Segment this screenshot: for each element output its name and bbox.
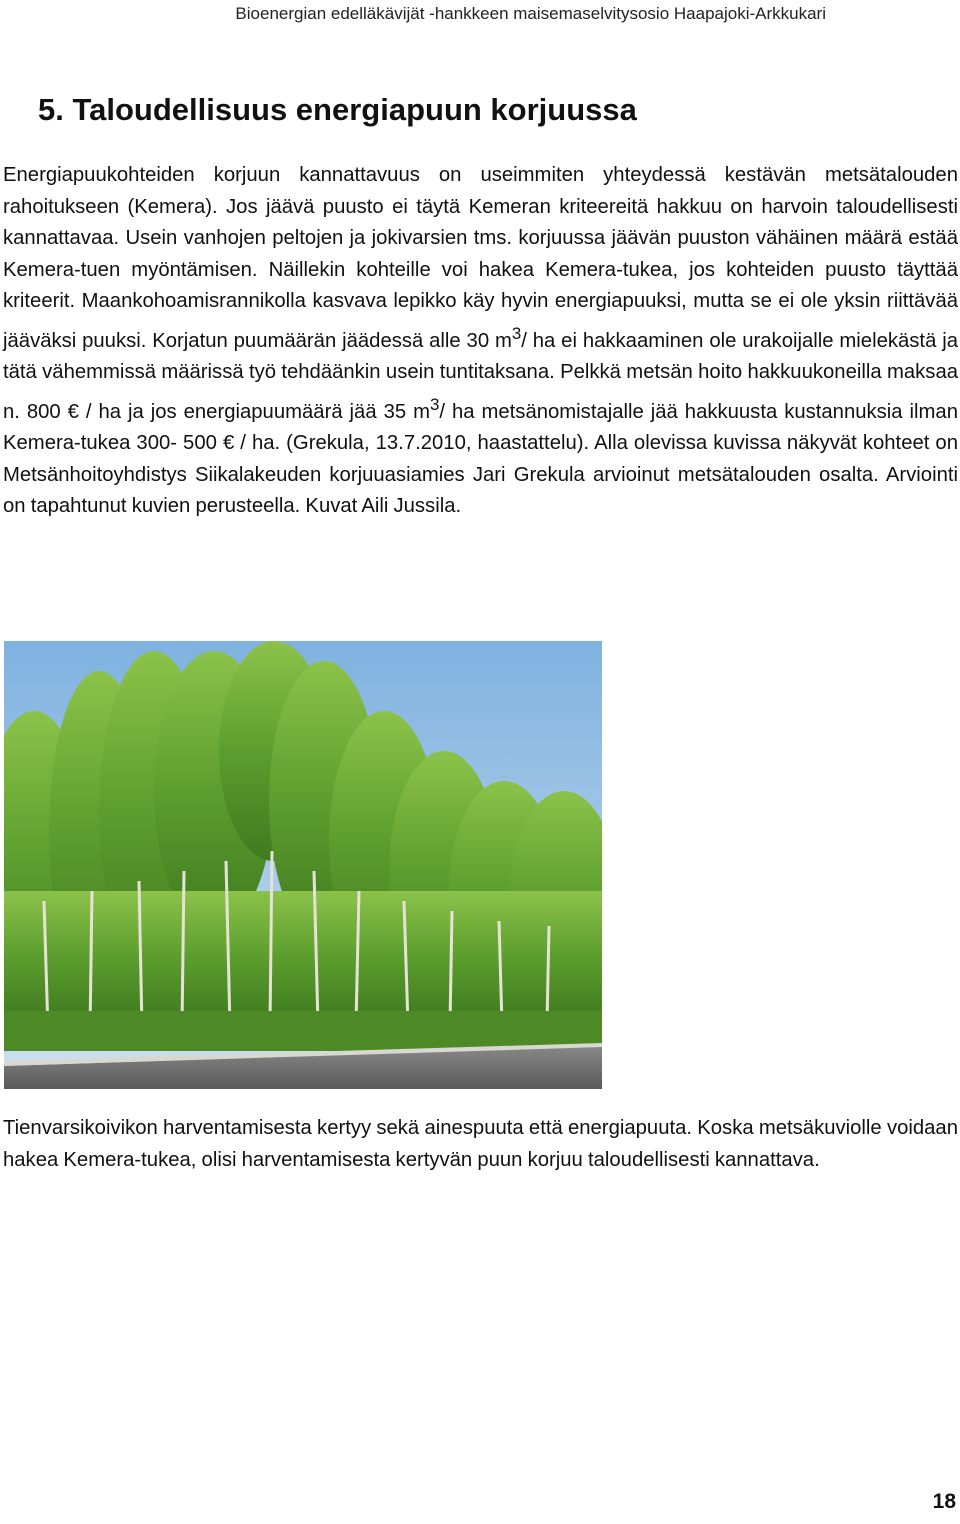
paragraph-text-part: Energiapuukohteiden korjuun kannattavuus on useimmiten yhteydessä kestävän metsätalouden rahoitukseen (Kemera). Jos jäävä puusto ei täytä Kemeran kriteereitä hakkuu on harvoin taloudellisesti kannattavaa. Usein vanhojen peltojen ja jokivarsien tms. korjuussa jäävän puuston vähäinen määrä estää Kemera-tuen myöntämisen. Näillekin kohteille voi hakea Kemera-tukea, jos kohteiden puusto täyttää kriteerit. Maankohoamisrannikolla kasvava lepikko käy hyvin energiapuuksi, mutta se ei ole yksin riittävää jääväksi puuksi. Korjatun puumäärän jäädessä alle 30 m (3, 164, 958, 352)
paragraph-text-part: / ha ei hakkaaminen ole urakoijalle mielekästä ja tätä vähemmissä määrissä työ tehdäänkin usein tuntitaksana. Pelkkä metsän hoito hakkuukoneilla maksaa n. 800 € / ha ja jos energiapuumäärä jää 35 m (3, 329, 958, 423)
birch-forest-photo (4, 641, 602, 1089)
photo-grass-verge (4, 1011, 602, 1051)
body-paragraph-intro (3, 160, 958, 523)
superscript-cubic: 3 (511, 323, 522, 343)
paragraph-text-part: / ha metsänomistajalle jää hakkuusta kustannuksia ilman Kemera-tukea 300- 500 € / ha. (Grekula, 13.7.2010, haastattelu). Alla olevissa kuvissa näkyvät kohteet on Metsänhoitoyhdistys Siikalakeuden korjuuasiamies Jari Grekula arvioinut metsätalouden osalta. Arviointi on tapahtunut kuvien perusteella. Kuvat Aili Jussila. (3, 400, 958, 518)
roadside-birch-stand-image (4, 641, 602, 1089)
superscript-cubic: 3 (429, 394, 440, 414)
chapter-title: 5. Taloudellisuus energiapuun korjuussa (38, 92, 637, 127)
page-number: 18 (932, 1490, 956, 1513)
running-header: Bioenergian edelläkävijät -hankkeen maisemaselvitysosio Haapajoki-Arkkukari (235, 4, 826, 23)
photo-caption: Tienvarsikoivikon harventamisesta kertyy sekä ainespuuta että energiapuuta. Koska metsäkuviolle voidaan hakea Kemera-tukea, olisi harventamisesta kertyvän puun korjuu taloudellisesti kannattava. (3, 1117, 958, 1171)
